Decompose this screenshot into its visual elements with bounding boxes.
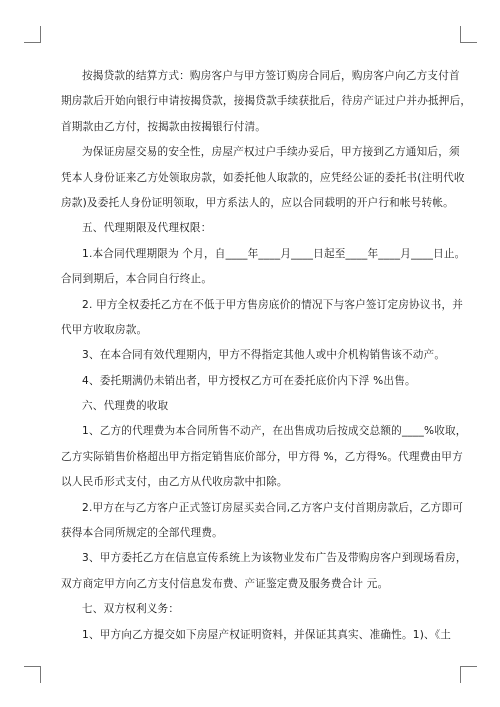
crop-mark-bottom-left — [24, 666, 41, 683]
text-line: 获得本合同所规定的全部代理费。 — [61, 527, 223, 540]
text-line: 六、代理费的收取 — [82, 400, 169, 413]
document-page — [61, 64, 472, 648]
text-line: 七、双方权利义务： — [82, 603, 180, 616]
crop-mark-bottom-right — [460, 666, 477, 683]
text-line: 2.甲方在与乙方客户正式签订房屋买卖合同,乙方客户支付首期房款后，乙方即可 — [82, 501, 464, 514]
text-line: 期房款后开始向银行申请按揭贷款，接揭贷款手续获批后，待房产证过户并办抵押后， — [61, 95, 472, 108]
text-line: 按揭贷款的结算方式：购房客户与甲方签订购房合同后，购房客户向乙方支付首 — [82, 70, 460, 82]
text-line: 2. 甲方全权委托乙方在不低于甲方售房底价的情况下与客户签订定房协议书，并 — [82, 298, 464, 311]
text-line: 1、乙方的代理费为本合同所售不动产，在出售成功后按成交总额的____%收取， — [82, 425, 467, 438]
text-line: 4、委托期满仍未销出者，甲方授权乙方可在委托底价内下浮 %出售。 — [82, 374, 416, 387]
text-line: 3、在本合同有效代理期内，甲方不得指定其他人或中介机构销售该不动产。 — [82, 349, 446, 362]
text-line: 五、代理期限及代理权限： — [82, 222, 212, 235]
text-line: 为保证房屋交易的安全性，房屋产权过户手续办妥后，甲方接到乙方通知后，须 — [82, 146, 460, 159]
text-line: 双方商定甲方向乙方支付信息发布费、产证鉴定费及服务费合计 元。 — [61, 577, 389, 590]
text-line: 1、甲方向乙方提交如下房屋产权证明资料，并保证其真实、准确性。1)、《土 — [82, 628, 452, 641]
text-line: 1.本合同代理期限为 个月，自____年____月____日起至____年____月____日止。 — [82, 247, 466, 260]
text-line: 首期款由乙方付，按揭款由按揭银行付清。 — [61, 120, 267, 133]
text-line: 合同到期后，本合同自行终止。 — [61, 273, 213, 286]
text-line: 房款)及委托人身份证明领取，甲方系法人的，应以合同载明的开户行和帐号转帐。 — [61, 196, 454, 209]
crop-mark-top-right — [460, 26, 477, 43]
text-line: 乙方实际销售价格超出甲方指定销售底价部分，甲方得 %，乙方得%。代理费由甲方 — [61, 450, 463, 463]
text-line: 代甲方收取房款。 — [61, 323, 148, 336]
text-line: 以人民币形式支付，由乙方从代收房款中扣除。 — [61, 476, 288, 489]
crop-mark-top-left — [24, 26, 41, 43]
text-line: 3、甲方委托乙方在信息宣传系统上为该物业发布广告及带购房客户到现场看房， — [82, 552, 467, 565]
text-line: 凭本人身份证来乙方处领取房款，如委托他人取款的，应凭经公证的委托书(注明代收 — [61, 171, 465, 184]
